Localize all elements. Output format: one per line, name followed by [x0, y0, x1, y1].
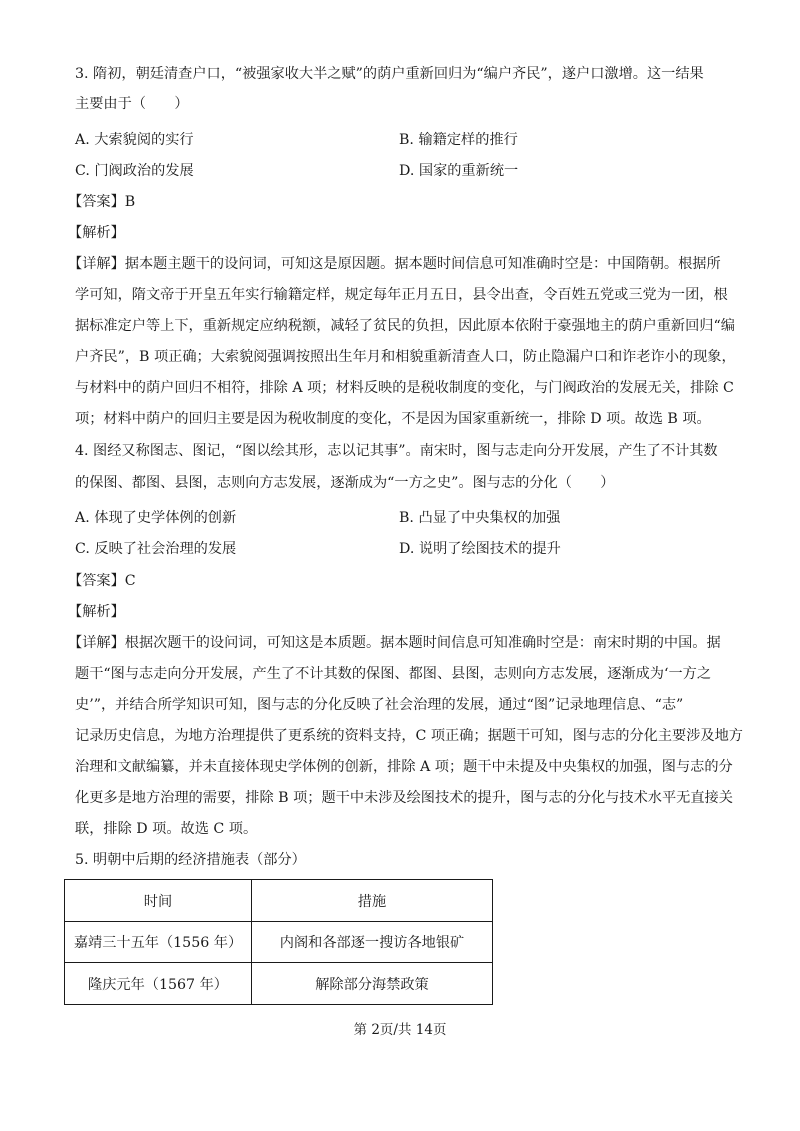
q3-option-b: B. 输籍定样的推行	[399, 132, 518, 148]
table-header-time: 时间	[65, 880, 252, 922]
q4-detail-line-4: 记录历史信息，为地方治理提供了更系统的资料支持，C 项正确；据题干可知，图与志的分化主要涉及地方	[75, 728, 743, 744]
q4-stem-line-2: 的保图、都图、县图，志则向方志发展，逐渐成为“一方之史”。图与志的分化（ ）	[75, 475, 615, 491]
table-row	[65, 963, 493, 1005]
q3-detail-line-2: 学可知，隋文帝于开皇五年实行输籍定样，规定每年正月五日，县令出查，令百姓五党或三党为一团，根	[75, 287, 728, 303]
q4-detail-line-5: 治理和文献编纂，并未直接体现史学体例的创新，排除 A 项；题干中未提及中央集权的加强，图与志的分	[75, 759, 733, 775]
table-header-row	[65, 880, 493, 922]
q4-detail-line-6: 化更多是地方治理的需要，排除 B 项；题干中未涉及绘图技术的提升，图与志的分化与技术水平无直接关	[75, 790, 733, 806]
q3-detail-line-6: 项；材料中荫户的回归主要是因为税收制度的变化，不是因为国家重新统一，排除 D 项。故选 B 项。	[75, 411, 711, 427]
q3-option-d: D. 国家的重新统一	[399, 163, 519, 179]
q4-option-b: B. 凸显了中央集权的加强	[399, 510, 561, 526]
q5-title: 5. 明朝中后期的经济措施表（部分）	[75, 852, 306, 868]
page-footer: 第 2页/共 14页	[353, 1022, 447, 1038]
q3-detail-line-3: 据标准定户等上下，重新规定应纳税额，减轻了贫民的负担，因此原本依附于豪强地主的荫户重新回归“编	[75, 318, 735, 334]
q3-stem-line-1: 3. 隋初，朝廷清查户口，“被强家收大半之赋”的荫户重新回归为“编户齐民”，遂户口激增。这一结果	[75, 66, 704, 82]
q4-option-d: D. 说明了绘图技术的提升	[399, 541, 561, 557]
q3-option-a: A. 大索貌阅的实行	[75, 132, 194, 148]
q3-stem-line-2: 主要由于（ ）	[75, 96, 189, 112]
q4-answer: 【答案】C	[68, 573, 136, 589]
q4-option-c: C. 反映了社会治理的发展	[75, 541, 237, 557]
q4-detail-line-3: 史’”，并结合所学知识可知，图与志的分化反映了社会治理的发展，通过“图”记录地理信息、“志”	[75, 697, 684, 713]
table-cell-measure: 内阁和各部逐一搜访各地银矿	[252, 922, 493, 963]
q4-detail-line-7: 联，排除 D 项。故选 C 项。	[75, 821, 258, 837]
q5-measures-table	[64, 879, 493, 1005]
table-row	[65, 922, 493, 963]
q3-detail-line-5: 与材料中的荫户回归不相符，排除 A 项；材料反映的是税收制度的变化，与门阀政治的发展无关，排除 C	[75, 380, 734, 396]
q3-option-c: C. 门阀政治的发展	[75, 163, 194, 179]
table-cell-measure: 解除部分海禁政策	[252, 963, 493, 1005]
q3-detail-line-4: 户齐民”，B 项正确；大索貌阅强调按照出生年月和相貌重新清查人口，防止隐漏户口和诈老诈小的现象，	[75, 349, 736, 365]
q4-detail-line-1: 【详解】根据次题干的设问词，可知这是本质题。据本题时间信息可知准确时空是：南宋时期的中国。据	[68, 635, 721, 651]
table-cell-time: 嘉靖三十五年（1556 年）	[65, 922, 252, 963]
q3-detail-line-1: 【详解】据本题主题干的设问词，可知这是原因题。据本题时间信息可知准确时空是：中国隋朝。根据所	[68, 256, 721, 272]
q4-stem-line-1: 4. 图经又称图志、图记，“图以绘其形，志以记其事”。南宋时，图与志走向分开发展，产生了不计其数	[75, 443, 718, 459]
q4-detail-line-2: 题干“图与志走向分开发展，产生了不计其数的保图、都图、县图，志则向方志发展，逐渐成为‘一方之	[75, 666, 712, 682]
q3-answer: 【答案】B	[68, 194, 136, 210]
q4-analysis-label: 【解析】	[68, 604, 125, 620]
table-cell-time: 隆庆元年（1567 年）	[65, 963, 252, 1005]
table-header-measure: 措施	[252, 880, 493, 922]
q3-analysis-label: 【解析】	[68, 225, 125, 241]
q4-option-a: A. 体现了史学体例的创新	[75, 510, 237, 526]
